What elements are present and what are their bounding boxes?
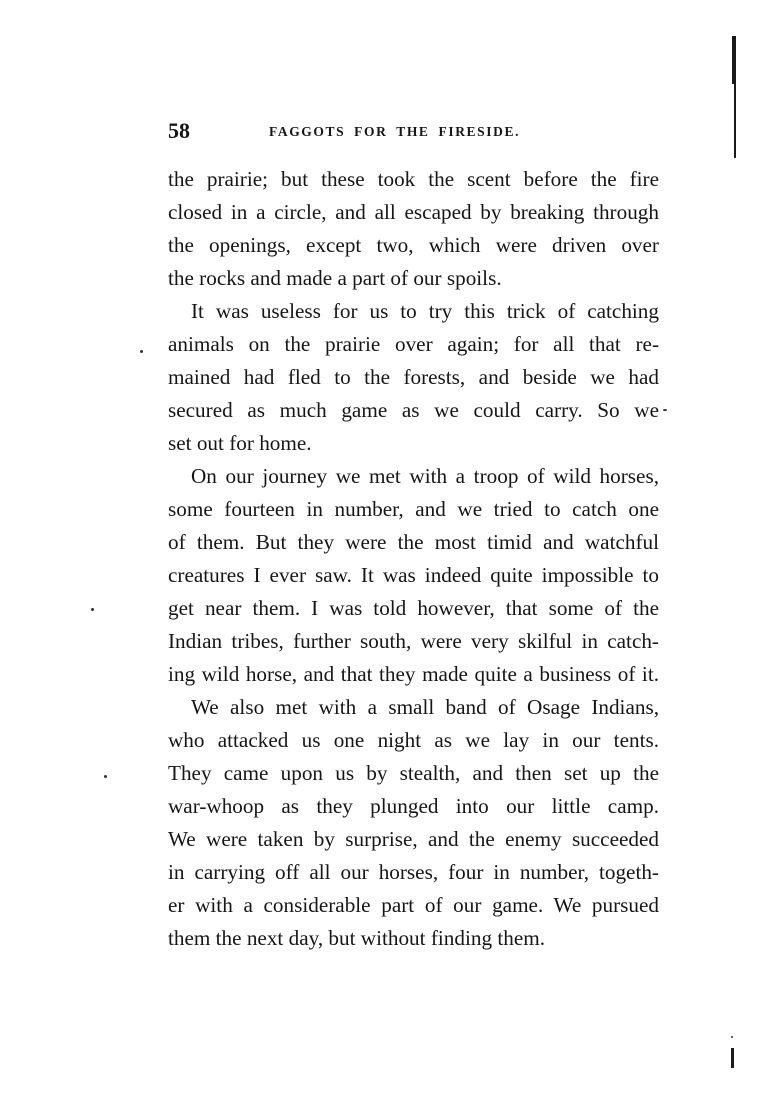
text-line: It was useless for us to try this trick of catching (191, 299, 659, 323)
text-line: who attacked us one night as we lay in our tents. (168, 728, 659, 752)
paragraph-2 (168, 295, 659, 460)
scan-speck (663, 409, 667, 411)
text-line: them the next day, but without finding them. (168, 926, 545, 950)
scan-edge-mark (734, 84, 736, 158)
text-line: On our journey we met with a troop of wild horses, (191, 464, 659, 488)
page-number: 58 (168, 118, 190, 143)
paragraph-4 (168, 691, 659, 955)
text-line: the prairie; but these took the scent before the fire (168, 167, 659, 191)
text-line: Indian tribes, further south, were very skilful in catch- (168, 629, 659, 653)
paragraph-3 (168, 460, 659, 691)
text-line: war-whoop as they plunged into our little camp. (168, 794, 659, 818)
text-line: set out for home. (168, 431, 312, 455)
text-line: some fourteen in number, and we tried to catch one (168, 497, 659, 521)
text-line: er with a considerable part of our game. We pursued (168, 893, 659, 917)
text-line: We were taken by surprise, and the enemy succeeded (168, 827, 659, 851)
body-text (168, 163, 659, 955)
text-line: We also met with a small band of Osage Indians, (191, 695, 659, 719)
text-line: the openings, except two, which were driven over (168, 233, 659, 257)
scan-edge-mark (731, 1048, 734, 1068)
text-line: in carrying off all our horses, four in number, togeth- (168, 860, 659, 884)
text-line: creatures I ever saw. It was indeed quite impossible to (168, 563, 659, 587)
text-line: closed in a circle, and all escaped by breaking through (168, 200, 659, 224)
scan-speck (104, 775, 107, 778)
text-line: of them. But they were the most timid and watchful (168, 530, 659, 554)
running-head: FAGGOTS FOR THE FIRESIDE. (269, 124, 521, 139)
scan-edge-mark (732, 36, 736, 84)
scan-speck (140, 350, 143, 353)
page-header (168, 118, 668, 148)
text-line: ing wild horse, and that they made quite a business of it. (168, 662, 659, 686)
text-line: They came upon us by stealth, and then set up the (168, 761, 659, 785)
scan-speck (91, 608, 94, 611)
paragraph-1 (168, 163, 659, 295)
text-line: the rocks and made a part of our spoils. (168, 266, 502, 290)
scan-speck (731, 1036, 733, 1038)
text-line: secured as much game as we could carry. So we (168, 398, 659, 422)
text-line: mained had fled to the forests, and beside we had (168, 365, 659, 389)
text-line: get near them. I was told however, that some of the (168, 596, 659, 620)
text-line: animals on the prairie over again; for all that re- (168, 332, 659, 356)
